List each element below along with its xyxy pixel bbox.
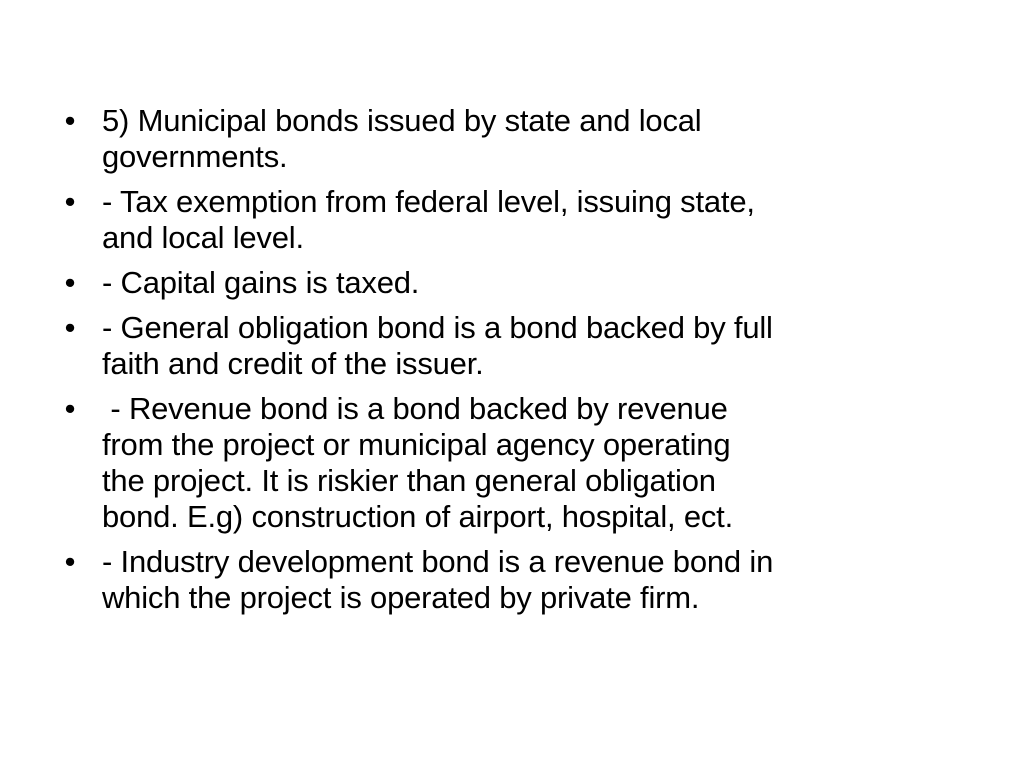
bullet-line: faith and credit of the issuer. bbox=[102, 346, 484, 381]
bullet-item-general-obligation bbox=[58, 310, 978, 382]
bullet-item-tax-exemption bbox=[58, 184, 978, 256]
bullet-line: 5) Municipal bonds issued by state and local bbox=[102, 103, 702, 138]
bullet-item-capital-gains bbox=[58, 265, 978, 301]
bullet-line: - Industry development bond is a revenue bond in bbox=[102, 544, 774, 579]
bullet-dot-icon: • bbox=[64, 544, 76, 579]
bullet-item-municipal-bonds bbox=[58, 103, 978, 175]
bullet-dot-icon: • bbox=[64, 103, 76, 138]
bullet-item-revenue-bond bbox=[58, 391, 978, 535]
bullet-text bbox=[102, 103, 978, 175]
bullet-dot-icon: • bbox=[64, 184, 76, 219]
bullet-line: the project. It is riskier than general obligation bbox=[102, 463, 716, 498]
bullet-line: bond. E.g) construction of airport, hospital, ect. bbox=[102, 499, 734, 534]
bullet-line: - Tax exemption from federal level, issuing state, bbox=[102, 184, 755, 219]
bullet-line: - General obligation bond is a bond backed by full bbox=[102, 310, 773, 345]
bullet-line: - Revenue bond is a bond backed by revenue bbox=[102, 391, 728, 426]
bullet-text bbox=[102, 184, 978, 256]
bullet-text bbox=[102, 310, 978, 382]
bullet-line: from the project or municipal agency operating bbox=[102, 427, 731, 462]
bullet-line: and local level. bbox=[102, 220, 304, 255]
bullet-line: governments. bbox=[102, 139, 288, 174]
bullet-text bbox=[102, 544, 978, 616]
bullet-text bbox=[102, 265, 978, 301]
bullet-item-industry-development bbox=[58, 544, 978, 616]
bullet-line: - Capital gains is taxed. bbox=[102, 265, 420, 300]
bullet-dot-icon: • bbox=[64, 310, 76, 345]
bullet-dot-icon: • bbox=[64, 265, 76, 300]
bullet-list bbox=[58, 103, 978, 625]
bullet-line: which the project is operated by private firm. bbox=[102, 580, 700, 615]
bullet-dot-icon: • bbox=[64, 391, 76, 426]
bullet-text bbox=[102, 391, 978, 535]
